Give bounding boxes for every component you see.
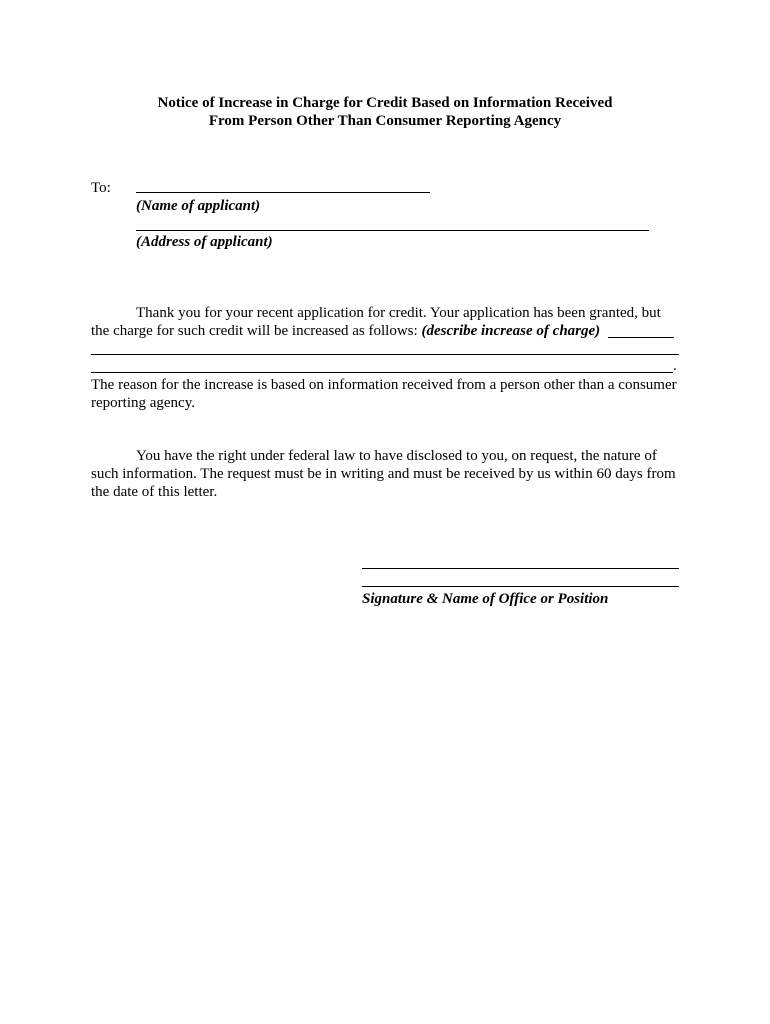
charge-blank-line-2 [91, 354, 679, 355]
signature-caption: Signature & Name of Office or Position [362, 591, 609, 607]
name-of-applicant-caption: (Name of applicant) [136, 198, 261, 214]
paragraph-1-line-2 [91, 322, 600, 340]
charge-blank-line-3 [91, 372, 673, 373]
applicant-name-line [136, 192, 430, 193]
reason-paragraph: The reason for the increase is based on information received from a person other than a consumer reporting agency. [91, 377, 677, 411]
describe-increase-placeholder: (describe increase of charge) [421, 323, 601, 339]
signature-line-1 [362, 568, 679, 569]
rights-paragraph-text: You have the right under federal law to have disclosed to you, on request, the nature of such information. The request must be in writing and must be received by us within 60 days from the date of this letter. [91, 448, 676, 500]
paragraph-1-line-1: Thank you for your recent application for credit. Your application has been granted, but [136, 305, 661, 321]
title-line-1: Notice of Increase in Charge for Credit Based on Information Received [157, 95, 613, 111]
title-line-2: From Person Other Than Consumer Reporting Agency [208, 113, 562, 129]
rights-paragraph [91, 447, 683, 501]
line-end-period: . [673, 358, 677, 374]
paragraph-1-line-2-text: the charge for such credit will be increased as follows: [91, 323, 418, 339]
charge-blank-line-1 [608, 337, 674, 338]
to-label: To: [91, 180, 111, 196]
signature-line-2 [362, 586, 679, 587]
applicant-address-line [136, 230, 649, 231]
address-of-applicant-caption: (Address of applicant) [136, 234, 273, 250]
